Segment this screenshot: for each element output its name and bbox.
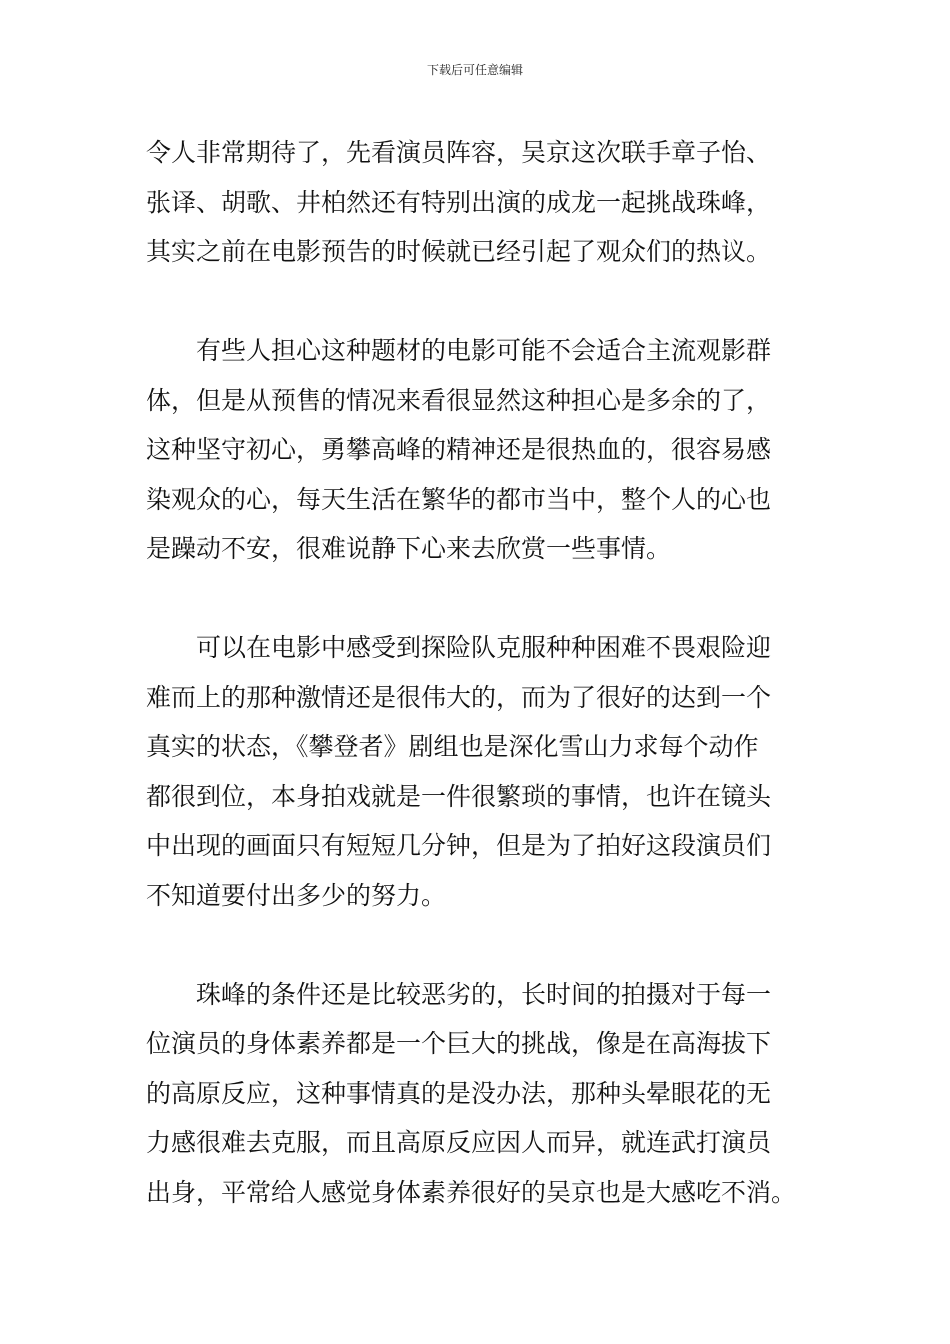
document-body	[146, 128, 810, 1217]
text-line: 这种坚守初心，勇攀高峰的精神还是很热血的，很容易感	[146, 435, 772, 464]
text-line: 难而上的那种激情还是很伟大的，而为了很好的达到一个	[146, 682, 772, 712]
text-line: 张译、胡歌、井柏然还有特别出演的成龙一起挑战珠峰，	[146, 187, 772, 217]
text-line: 珠峰的条件还是比较恶劣的，长时间的拍摄对于每一	[196, 979, 772, 1009]
text-line: 不知道要付出多少的努力。	[146, 880, 447, 910]
text-line: 可以在电影中感受到探险队克服种种困难不畏艰险迎	[196, 633, 772, 662]
text-line: 染观众的心，每天生活在繁华的都市当中，整个人的心也	[146, 484, 772, 514]
text-line: 出身，平常给人感觉身体素养很好的吴京也是大感吃不消。	[146, 1177, 797, 1207]
text-line: 力感很难去克服，而且高原反应因人而异，就连武打演员	[146, 1128, 772, 1157]
text-line: 真实的状态，《攀登者》剧组也是深化雪山力求每个动作	[146, 732, 759, 761]
text-line: 都很到位，本身拍戏就是一件很繁琐的事情，也许在镜头	[146, 781, 772, 811]
text-line: 位演员的身体素养都是一个巨大的挑战，像是在高海拔下	[146, 1029, 772, 1058]
paragraph-gap	[146, 277, 810, 327]
paragraph-4	[146, 970, 810, 1218]
text-line: 是躁动不安，很难说静下心来去欣赏一些事情。	[146, 534, 672, 563]
text-line: 体，但是从预售的情况来看很显然这种担心是多余的了，	[146, 385, 772, 415]
text-line: 令人非常期待了，先看演员阵容，吴京这次联手章子怡、	[146, 138, 772, 167]
text-line: 其实之前在电影预告的时候就已经引起了观众们的热议。	[146, 237, 772, 266]
paragraph-gap	[146, 920, 810, 970]
text-line: 的高原反应，这种事情真的是没办法，那种头晕眼花的无	[146, 1078, 772, 1108]
text-line: 有些人担心这种题材的电影可能不会适合主流观影群	[196, 336, 772, 365]
paragraph-3	[146, 623, 810, 920]
paragraph-gap	[146, 574, 810, 624]
page-header: 下载后可任意编辑	[426, 63, 523, 77]
paragraph-2	[146, 326, 810, 574]
text-line: 中出现的画面只有短短几分钟，但是为了拍好这段演员们	[146, 831, 772, 860]
paragraph-1	[146, 128, 810, 277]
